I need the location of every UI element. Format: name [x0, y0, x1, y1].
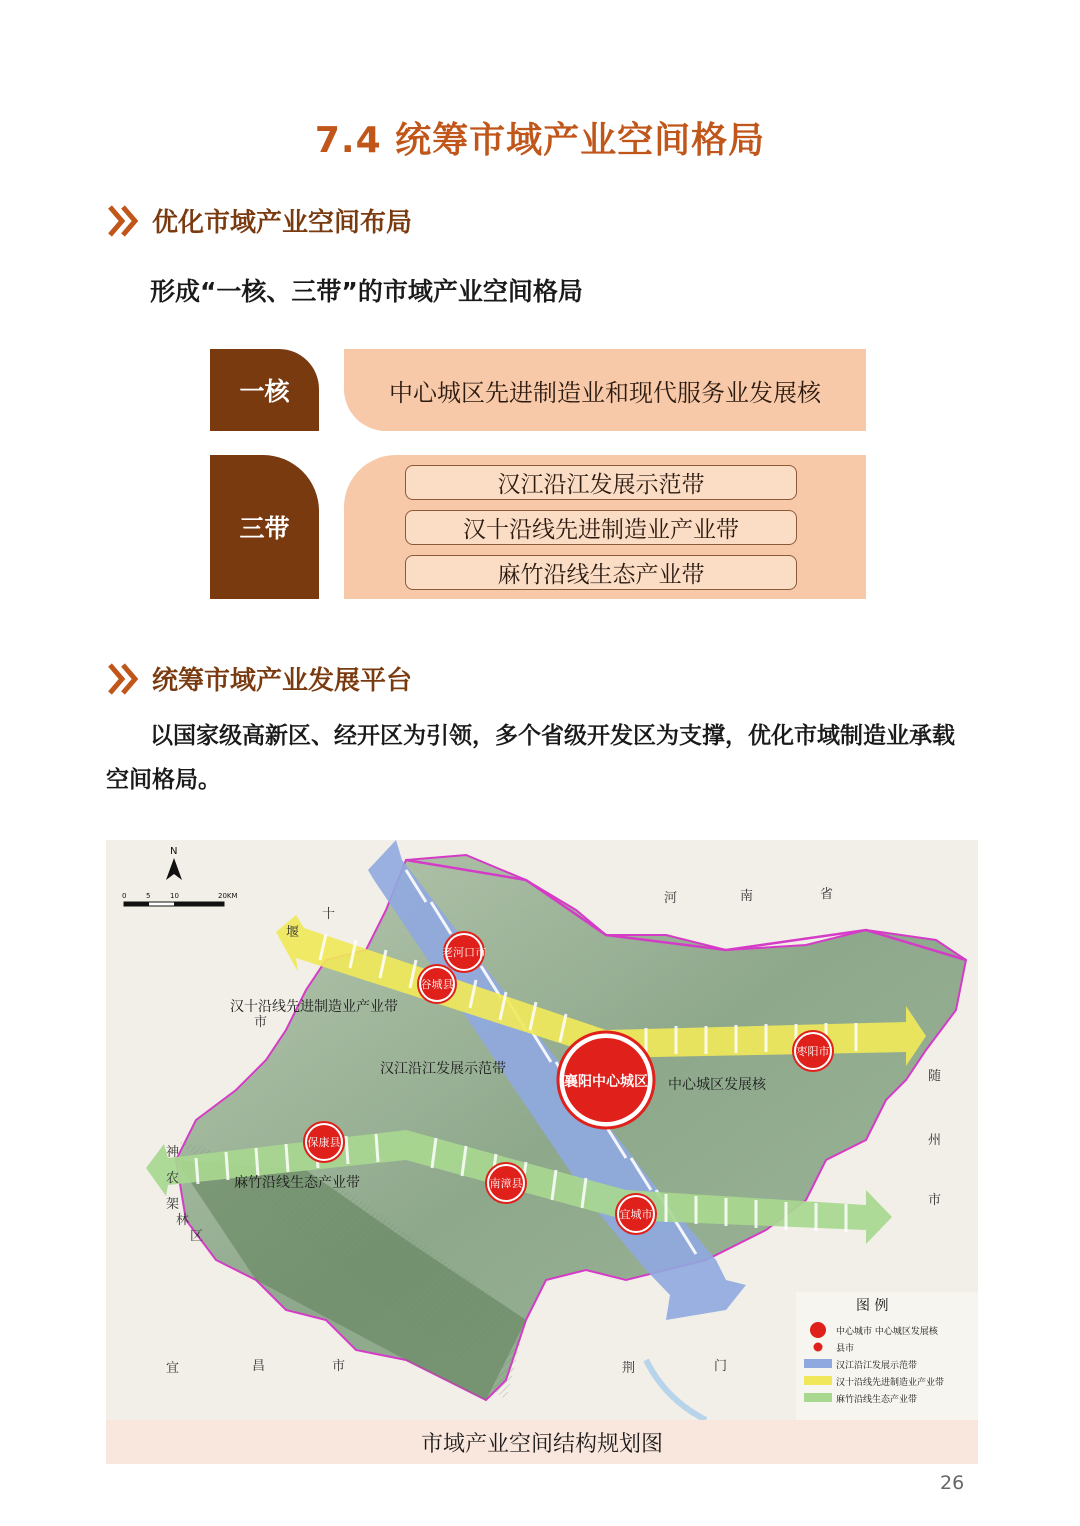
double-chevron-icon: [106, 204, 142, 238]
belt-item: 汉十沿线先进制造业产业带: [405, 510, 797, 545]
double-chevron-icon: [106, 662, 142, 696]
belt-label: 汉十沿线先进制造业产业带: [230, 999, 398, 1015]
svg-text:林: 林: [176, 1213, 190, 1228]
belt-label: 中心城区发展核: [668, 1077, 766, 1093]
core-tag: 一核: [210, 349, 319, 431]
svg-text:河: 河: [664, 891, 678, 906]
section-heading-text: 优化市域产业空间布局: [152, 208, 413, 238]
svg-text:荆: 荆: [622, 1361, 636, 1376]
page-title: 7.4 统筹市域产业空间格局: [314, 120, 766, 161]
svg-text:县市: 县市: [836, 1344, 855, 1354]
svg-text:宜城市: 宜城市: [619, 1208, 653, 1221]
industry-structure-map: [106, 840, 978, 1420]
city-marker: [304, 1122, 344, 1162]
map-legend: [796, 1292, 978, 1420]
center-label: 襄阳中心城区: [564, 1074, 648, 1090]
core-panel: [344, 349, 866, 431]
belt-label: 麻竹沿线生态产业带: [234, 1175, 360, 1191]
page-number: 26: [940, 1472, 965, 1494]
svg-text:图 例: 图 例: [856, 1298, 889, 1314]
city-marker: [418, 965, 456, 1003]
section-subheading: 形成“一核、三带”的市域产业空间格局: [150, 277, 583, 306]
city-marker: [486, 1163, 526, 1203]
svg-text:门: 门: [714, 1359, 728, 1374]
body-paragraph: 以国家级高新区、经开区为引领，多个省级开发区为支撑，优化市域制造业承载空间格局。: [106, 723, 955, 793]
svg-text:南: 南: [740, 889, 754, 904]
svg-text:中心城市 中心城区发展核: 中心城市 中心城区发展核: [836, 1327, 938, 1337]
svg-text:随: 随: [928, 1069, 942, 1084]
svg-text:宜: 宜: [166, 1361, 180, 1376]
svg-text:神: 神: [166, 1145, 180, 1160]
svg-text:昌: 昌: [252, 1359, 266, 1374]
city-marker: [442, 932, 486, 972]
svg-text:市: 市: [928, 1193, 942, 1208]
svg-text:十: 十: [322, 907, 336, 922]
belts-tag: 三带: [210, 455, 319, 599]
belts-panel: [344, 455, 866, 599]
svg-text:架: 架: [166, 1197, 180, 1212]
svg-text:N: N: [170, 846, 178, 857]
city-marker: [616, 1194, 656, 1234]
svg-text:汉十沿线先进制造业产业带: 汉十沿线先进制造业产业带: [836, 1378, 945, 1388]
svg-text:农: 农: [166, 1171, 180, 1186]
svg-text:20KM: 20KM: [218, 892, 238, 900]
belt-item: 麻竹沿线生态产业带: [405, 555, 797, 590]
svg-text:汉江沿江发展示范带: 汉江沿江发展示范带: [836, 1361, 918, 1371]
belt-label: 汉江沿江发展示范带: [380, 1061, 506, 1077]
svg-text:南漳县: 南漳县: [489, 1177, 523, 1190]
belt-item: 汉江沿江发展示范带: [405, 465, 797, 500]
svg-text:区: 区: [190, 1229, 204, 1244]
svg-text:枣阳市: 枣阳市: [796, 1045, 830, 1058]
svg-text:市: 市: [254, 1015, 268, 1030]
center-core-marker: [558, 1032, 654, 1128]
svg-text:0: 0: [122, 892, 127, 900]
svg-text:保康县: 保康县: [307, 1136, 341, 1149]
svg-text:5: 5: [146, 892, 151, 900]
svg-text:市: 市: [332, 1359, 346, 1374]
map-caption: 市域产业空间结构规划图: [106, 1420, 978, 1464]
svg-text:老河口市: 老河口市: [442, 946, 486, 959]
svg-text:麻竹沿线生态产业带: 麻竹沿线生态产业带: [836, 1395, 918, 1405]
svg-text:州: 州: [928, 1133, 942, 1148]
svg-text:堰: 堰: [286, 925, 300, 940]
svg-text:10: 10: [170, 892, 179, 900]
section-heading-platform: [106, 660, 412, 697]
city-marker: [793, 1031, 833, 1071]
section-heading-text: 统筹市域产业发展平台: [152, 666, 413, 696]
svg-text:谷城县: 谷城县: [420, 978, 454, 991]
svg-text:省: 省: [820, 887, 834, 902]
section-heading-layout: [106, 202, 412, 239]
core-text: 中心城区先进制造业和现代服务业发展核: [389, 378, 821, 407]
